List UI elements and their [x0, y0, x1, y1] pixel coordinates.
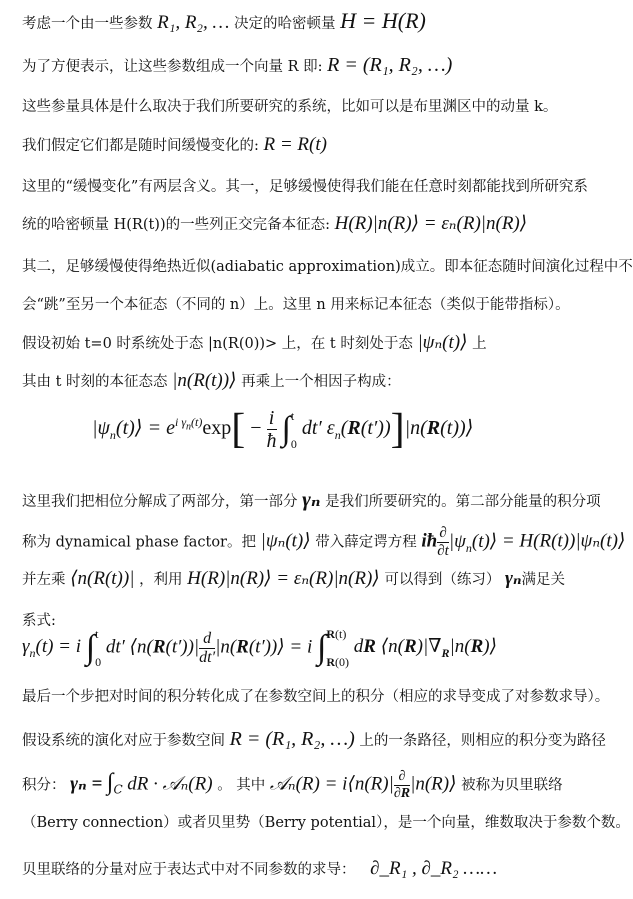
math-gamma: γₙ = — [70, 773, 103, 795]
math-gamma: γₙ — [302, 487, 321, 511]
text: 系式: — [22, 613, 56, 629]
line-2 — [22, 54, 452, 78]
math-psi: |ψₙ(t)⟩ — [260, 530, 311, 552]
math-partials: ∂_R₁ , ∂_R₂ …… — [370, 858, 498, 879]
text: ，利用 — [139, 572, 183, 588]
text: 其二，足够缓慢使得绝热近似(adiabatic approximation)成立。即本征态随时间演化过程中不 — [22, 259, 633, 275]
text: 满足关 — [521, 572, 566, 588]
line-8 — [22, 294, 570, 316]
equation-gamma: $\gamma_n(t) = i$ ∫ t 0 dt′ ⟨n(R(t′))| $\frac{d}{dt'}$ |n(R(t′))⟩ = i ∫ R(t) R(0) dR $⟨n(R)|\nabla_R|n(R)⟩$ — [22, 627, 497, 669]
text: 考虑一个由一些参数 — [22, 16, 153, 32]
line-3 — [22, 96, 557, 118]
line-5 — [22, 176, 588, 198]
text: 为了方便表示，让这些参数组成一个向量 R 即: — [22, 59, 323, 75]
text: 贝里联络的分量对应于表达式中对不同参数的求导： — [22, 862, 356, 878]
text: （Berry connection）或者贝里势（Berry potential），是一个向量，维数取决于参数个数。 — [22, 815, 630, 831]
text: 统的哈密顿量 H(R(t))的一些列正交完备本征态: — [22, 217, 331, 233]
text: 带入薛定谔方程 — [315, 534, 417, 551]
math-schrodinger: = H(R(t))|ψₙ(t)⟩ — [501, 530, 626, 552]
text: 其由 t 时刻的本征态态 — [22, 374, 168, 390]
text: 上 — [472, 336, 487, 352]
math-eigen: H(R)|n(R)⟩ = εₙ(R)|n(R)⟩ — [334, 213, 528, 234]
line-4 — [22, 134, 327, 157]
math-rt: R = R(t) — [263, 134, 327, 155]
line-10 — [22, 370, 401, 393]
text: 我们假定它们都是随时间缓慢变化的: — [22, 138, 259, 154]
line-18: 积分： $\gamma_n = \int_C$ dR · 𝒜ₙ(R) 。 其中 𝒜ₙ(R) = i⟨n(R)| $\frac{\partial}{\partial R}$ |n(R)⟩ 被称为贝里联络 — [22, 769, 563, 801]
math-path-integral: dR · 𝒜ₙ(R) — [127, 773, 213, 795]
line-7 — [22, 256, 633, 278]
text: 假设初始 t=0 时系统处于态 |n(R(0))> 上，在 t 时刻处于态 — [22, 336, 413, 352]
text: 假设系统的演化对应于参数空间 — [22, 733, 225, 749]
math-psi: |ψₙ(t)⟩ — [417, 332, 468, 353]
text: 这里我们把相位分解成了两部分，第一部分 — [22, 494, 298, 510]
math-vector: R = (R₁, R₂, …) — [229, 728, 355, 750]
math-gamma: γₙ — [504, 568, 522, 589]
text: 被称为贝里联络 — [461, 777, 563, 794]
text: 最后一个步把对时间的积分转化成了在参数空间上的积分（相应的求导变成了对参数求导）。 — [22, 689, 610, 705]
text: 可以得到（练习） — [384, 572, 501, 588]
line-16 — [22, 686, 609, 708]
line-11 — [22, 488, 601, 513]
line-13 — [22, 568, 565, 591]
line-19 — [22, 812, 630, 834]
math-berry-connection: 𝒜ₙ(R) = i⟨n(R)| — [269, 773, 394, 795]
math-ket: |n(R)⟩ — [410, 773, 457, 795]
text: 是我们所要研究的。第二部分能量的积分项 — [325, 494, 601, 510]
line-17 — [22, 728, 606, 752]
text: 。 其中 — [217, 777, 266, 794]
line-9 — [22, 332, 487, 355]
text: 这里的“缓慢变化”有两层含义。其一，足够缓慢使得我们能在任意时刻都能找到所研究系 — [22, 179, 588, 195]
text: 积分： — [22, 777, 66, 794]
text: 上的一条路径，则相应的积分变为路径 — [359, 733, 606, 749]
line-20 — [22, 858, 497, 881]
line-6 — [22, 213, 527, 236]
text: 这些参量具体是什么取决于我们所要研究的系统，比如可以是布里渊区中的动量 k。 — [22, 99, 558, 115]
math-hamiltonian: H = H(R) — [340, 8, 426, 33]
line-12: 称为 dynamical phase factor。把 |ψₙ(t)⟩ 带入薛定谔方程 iħ $\frac{\partial}{\partial t}$ $|\psi_n(t)⟩$ = H(R(t))|ψₙ(t)⟩ — [22, 525, 626, 559]
math-params: R₁, R₂, … — [157, 12, 230, 33]
equation-psi: $|\psi_n(t)⟩ = e^{i \gamma_n(t)}\exp$[ − $\frac{i}{ħ}$ ∫ t 0 dt′ $\varepsilon_n(R(t'))]|n(R(t))⟩$ — [92, 406, 474, 453]
math-vector: R = (R₁, R₂, …) — [327, 54, 453, 76]
text: 并左乘 — [22, 572, 66, 588]
math-bra: ⟨n(R(t))| — [70, 568, 135, 589]
line-1 — [22, 10, 426, 35]
text: 决定的哈密顿量 — [234, 16, 336, 32]
math-eigen: H(R)|n(R)⟩ = εₙ(R)|n(R)⟩ — [187, 568, 380, 589]
text: 会“跳”至另一个本征态（不同的 n）上。这里 n 用来标记本征态（类似于能带指标）。 — [22, 297, 570, 313]
text: 称为 dynamical phase factor。把 — [22, 534, 256, 551]
text: 再乘上一个相因子构成： — [241, 374, 401, 390]
math-ket: |n(R(t))⟩ — [172, 370, 237, 391]
